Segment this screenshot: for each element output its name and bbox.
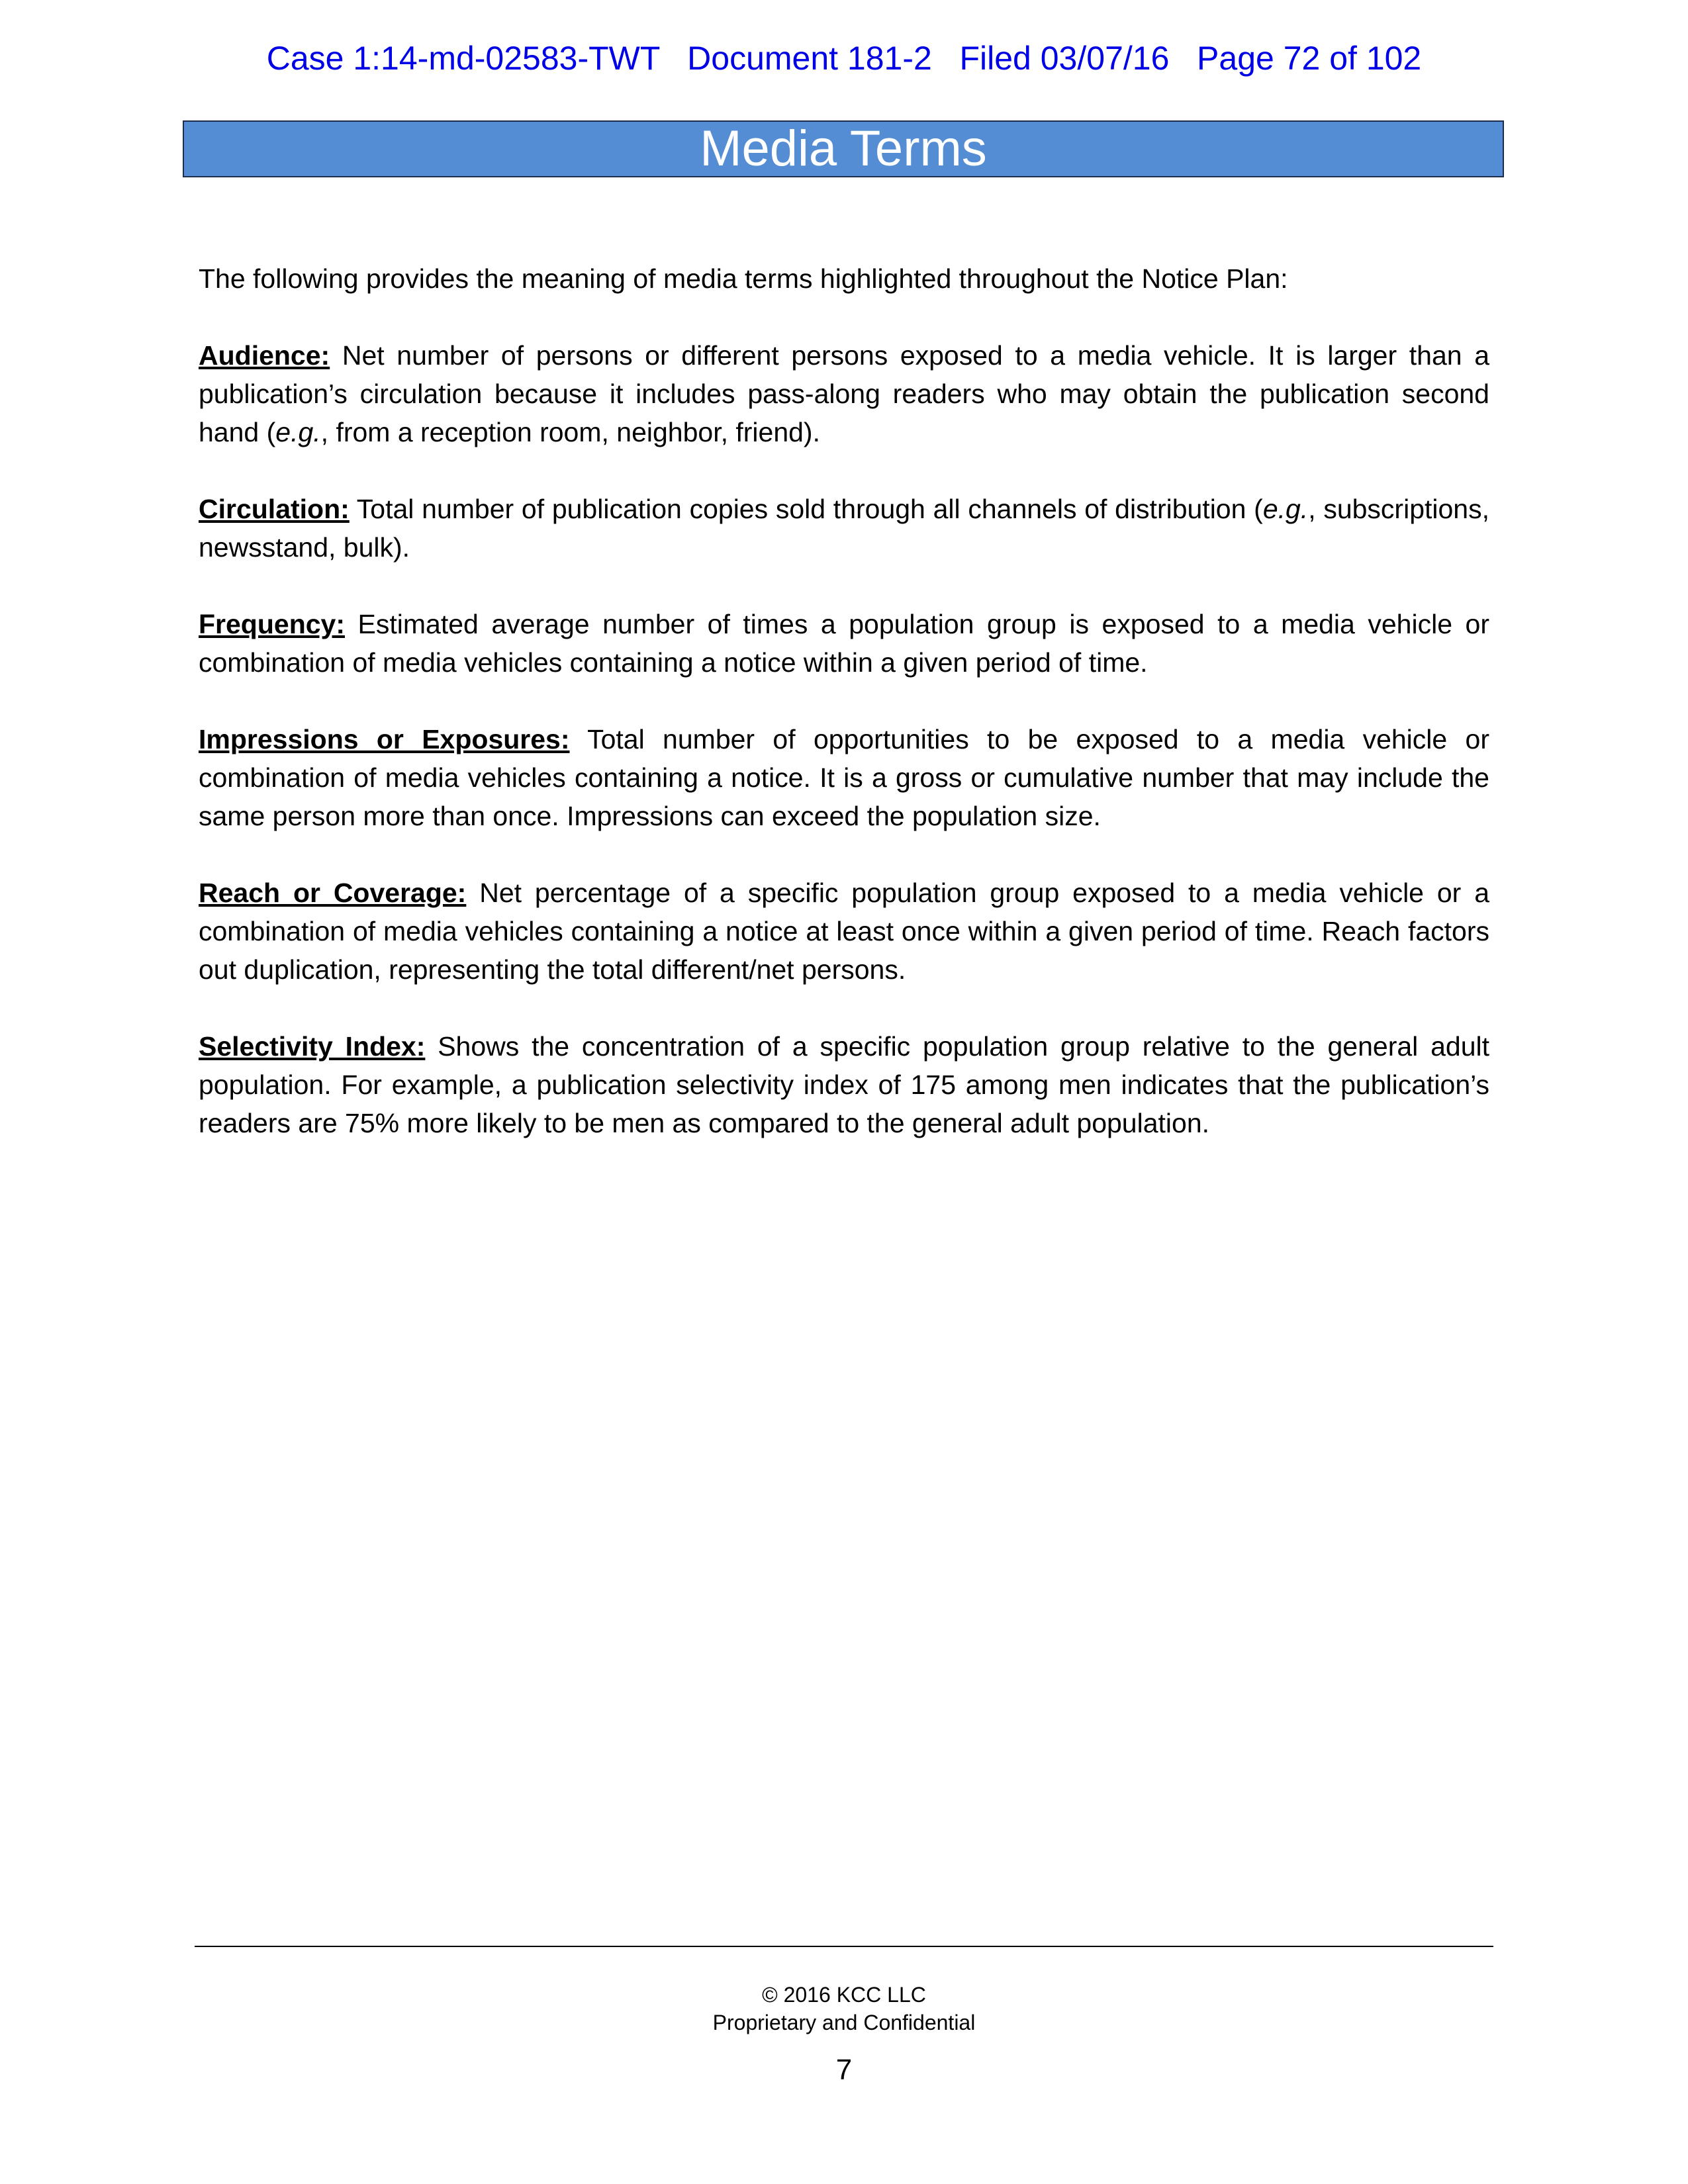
term-definition: Total number of opportunities to be exposed to a media vehicle or combination of media vehicles containing a notice. It is a gross or cumulative number that may include the same person more than once. Impressions can exceed the population size. <box>199 724 1489 831</box>
footer <box>0 1981 1688 2036</box>
term-definition: Shows the concentration of a specific population group relative to the general adult population. For example, a publication selectivity index of 175 among men indicates that the publication’s readers are 75% more likely to be men as compared to the general adult population. <box>199 1031 1489 1138</box>
page-number: 7 <box>835 2054 853 2086</box>
title-bar <box>183 120 1504 177</box>
document-body <box>199 259 1489 1181</box>
term-definition: Estimated average number of times a population group is exposed to a media vehicle or combination of media vehicles containing a notice within a given period of time. <box>199 609 1489 678</box>
term-definition: Net percentage of a specific population group exposed to a media vehicle or a combination of media vehicles containing a notice at least once within a given period of time. Reach factors out duplication, representing the total different/net persons. <box>199 878 1489 985</box>
term-reach <box>199 874 1489 989</box>
case-header: Case 1:14-md-02583-TWT Document 181-2 Filed 03/07/16 Page 72 of 102 <box>266 40 1422 77</box>
term-definition: Net number of persons or different persons exposed to a media vehicle. It is larger than a publication’s circulation because it includes pass-along readers who may obtain the publication second hand ( <box>199 340 1489 447</box>
term-name: Selectivity Index: <box>199 1031 426 1062</box>
term-italic: e.g. <box>1262 494 1309 524</box>
term-name: Circulation: <box>199 494 350 524</box>
confidential-text: Proprietary and Confidential <box>712 2011 976 2034</box>
intro-paragraph: The following provides the meaning of media terms highlighted throughout the Notice Plan: <box>199 263 1288 294</box>
term-name: Audience: <box>199 340 330 371</box>
term-definition: Total number of publication copies sold through all channels of distribution ( <box>349 494 1263 524</box>
copyright-text: © 2016 KCC LLC <box>762 1983 926 2007</box>
term-audience <box>199 336 1489 451</box>
term-impressions <box>199 720 1489 835</box>
term-italic: e.g. <box>275 417 321 447</box>
footer-divider <box>195 1946 1493 1947</box>
term-definition-end: , subscriptions, newsstand, bulk). <box>199 494 1489 563</box>
term-circulation <box>199 490 1489 567</box>
page-title: Media Terms <box>700 120 987 177</box>
term-name: Reach or Coverage: <box>199 878 467 908</box>
term-selectivity-index <box>199 1027 1489 1142</box>
term-name: Frequency: <box>199 609 345 639</box>
term-name: Impressions or Exposures: <box>199 724 570 754</box>
term-frequency <box>199 605 1489 682</box>
term-definition-end: , from a reception room, neighbor, friend). <box>320 417 820 447</box>
